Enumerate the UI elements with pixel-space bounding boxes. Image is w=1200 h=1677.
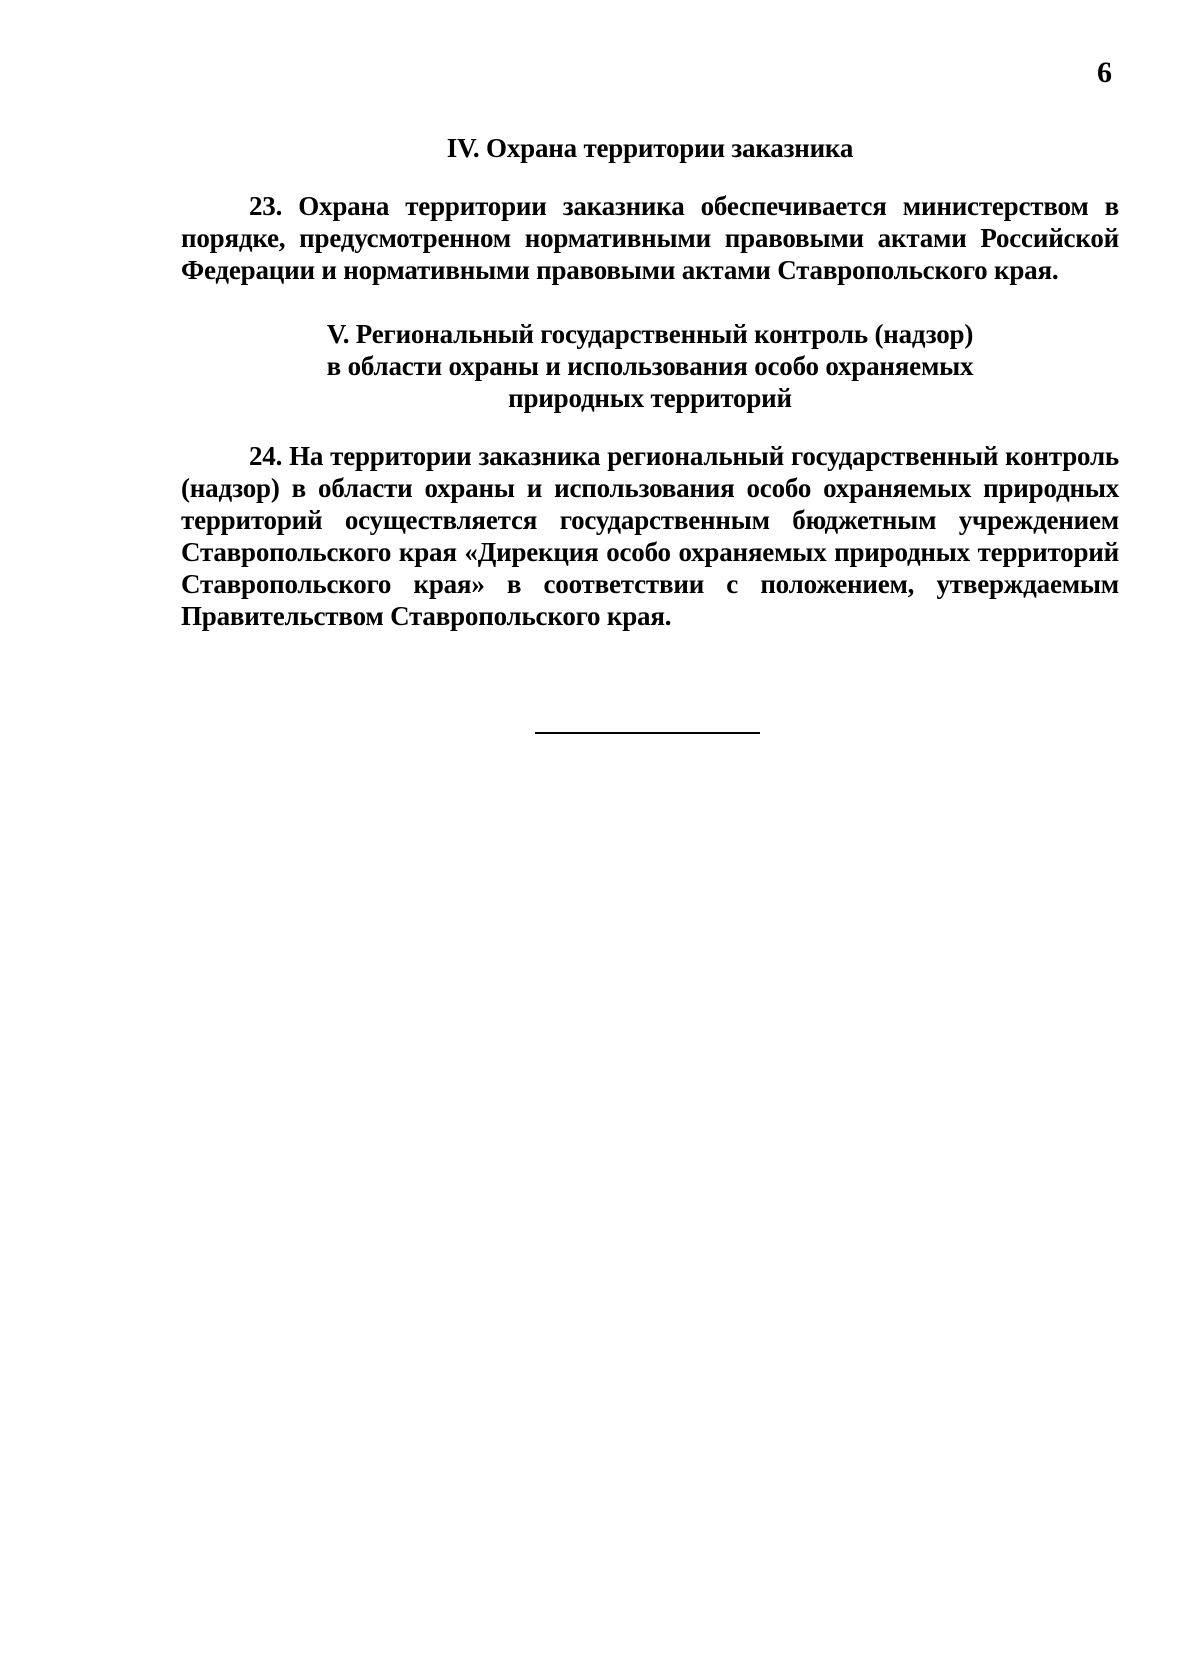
section-5-heading-line-1: V. Региональный государственный контроль (надзор) — [326, 319, 974, 349]
section-5-heading-line-3: природных территорий — [508, 383, 792, 413]
paragraph-23: 23. Охрана территории заказника обеспечивается министерством в порядке, предусмотренном нормативными правовыми актами Российской Федерации и нормативными правовыми актами Ставропольского края. — [181, 191, 1119, 285]
section-5-heading — [181, 318, 1119, 414]
section-5-heading-line-2: в области охраны и использования особо охраняемых — [326, 351, 974, 381]
page-number: 6 — [1097, 56, 1112, 89]
paragraph-24: 24. На территории заказника региональный государственный контроль (надзор) в области охраны и использования особо охраняемых природных территорий осуществляется государственным бюджетным учреждением Ставропольского края «Дирекция особо охраняемых природных территорий Ставропольского края» в соответствии с положением, утверждаемым Правительством Ставропольского края. — [181, 441, 1119, 631]
document-body — [181, 132, 1119, 632]
end-of-document-rule — [535, 732, 760, 734]
section-4-heading: IV. Охрана территории заказника — [446, 133, 854, 163]
